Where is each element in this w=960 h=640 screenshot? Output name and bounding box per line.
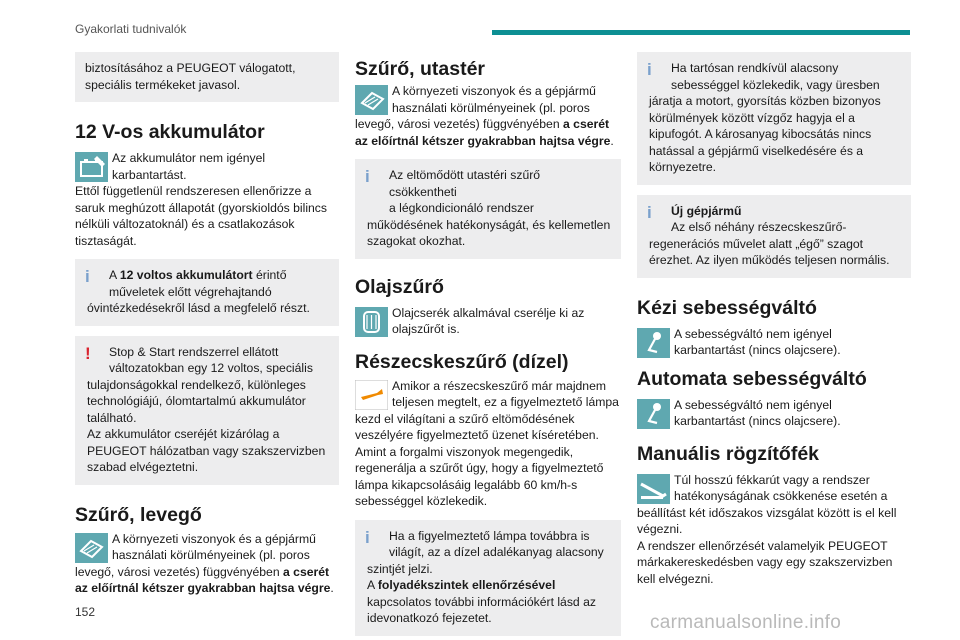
dpf-info-more: A folyadékszintek ellenőrzésével kapcsolatos további információkért lásd az idevonatkozó fejezetet. (367, 578, 596, 625)
dpf-body: kezd el világítani a szűrő eltömődésének veszélyére figyelmeztető üzenet kíséretében. Amint a forgalmi viszonyok megengedik, regenerálja a szűrőt úgy, hogy a figyelmeztető lámpa kikapcsolásáig legalább 60 km/h-s sebességgel közlekedik. (355, 411, 604, 508)
warning-icon: ! (85, 343, 91, 363)
dpf-line2: teljesen megtelt, ez a figyelmeztető lámpa (392, 395, 619, 409)
dpf-title: Részecskeszűrő (dízel) (355, 350, 569, 373)
header-accent-bar (492, 30, 910, 35)
exhaust-rest: járatja a motort, gyorsítás közben bizonyos körülmények között vízgőz hagyja el a kipufogót. A károsanyag kibocsátás nincs hatással a gépjármű viselkedésére és a környezetre. (649, 94, 881, 174)
battery-title: 12 V-os akkumulátor (75, 121, 265, 143)
auto-gearbox-line2: karbantartást (nincs olajcsere). (674, 414, 841, 428)
intro-note-text: biztosításához a PEUGEOT válogatott, speciális termékeket javasol. (85, 61, 296, 92)
battery-line1: Az akkumulátor nem igényel (112, 151, 266, 165)
column-3 (637, 52, 911, 587)
intro-note-box (75, 52, 339, 102)
battery-info-box (75, 259, 339, 326)
warn-rest: tulajdonságokkal rendelkező, különleges technológiájú, ólomtartalmú akkumulátor található. (87, 377, 306, 425)
parking-brake-body: beállítást két időszakos vizsgálat között is el kell végezni. (637, 505, 897, 536)
air-filter-line1: A környezeti viszonyok és a gépjármű (112, 531, 316, 546)
cabin-filter-icon (355, 85, 388, 115)
air-filter-section (75, 503, 339, 597)
cabin-info-box (355, 159, 621, 259)
air-filter-line2: használati körülményeinek (pl. poros (112, 548, 310, 562)
manual-gearbox-line1: A sebességváltó nem igényel (674, 326, 832, 341)
info-icon: i (647, 60, 652, 79)
cabin-info-line1: Az eltömődött utastéri szűrő csökkentheti (389, 168, 541, 199)
info-text-post: érintő (252, 268, 287, 282)
info-icon: i (85, 267, 90, 286)
info-text-pre: A (109, 268, 120, 282)
cabin-line2: használati körülményeinek (pl. poros (392, 100, 590, 115)
dpf-info-line2: világít, az a dízel adalékanyag alacsony (389, 545, 604, 559)
oil-line2: olajszűrőt is. (392, 322, 460, 336)
new-vehicle-info-box (637, 195, 911, 278)
page-number: 152 (75, 605, 96, 619)
air-filter-icon (75, 533, 108, 563)
cabin-filter-section (355, 57, 621, 259)
info-line2: műveletek előtt végrehajtandó (109, 284, 272, 299)
auto-gearbox-title: Automata sebességváltó (637, 367, 867, 390)
gear-lever-icon (637, 399, 670, 429)
battery-body: Ettől függetlenül rendszeresen ellenőrizze a saruk meghúzott állapotát (gyorskioldós bilincs nélküli változatoknál) és a csatlakozások tisztaságát. (75, 184, 327, 248)
battery-icon (75, 152, 108, 182)
battery-section (75, 120, 339, 485)
air-filter-body: levegő, városi vezetés) függvényében a cserét az előírtnál kétszer gyakrabban hajtsa végre. (75, 564, 334, 595)
new-vehicle-line1: Az első néhány részecskeszűrő- (671, 220, 847, 234)
warn-rest2: Az akkumulátor cseréjét kizárólag a PEUGEOT hálózatban vagy szakszervizben szabad elvégeztetni. (87, 427, 326, 474)
watermark: carmanualsonline.info (650, 612, 842, 633)
dpf-section (355, 350, 621, 636)
manual-gearbox-section (637, 296, 911, 359)
parking-brake-section (637, 442, 911, 588)
oil-filter-section (355, 275, 621, 338)
cabin-body: levegő, városi vezetés) függvényében a cserét az előírtnál kétszer gyakrabban hajtsa végre. (355, 117, 614, 148)
exhaust-line1: Ha tartósan rendkívül alacsony (671, 61, 839, 75)
cabin-info-line2: a légkondicionáló rendszer (389, 201, 534, 215)
column-1 (75, 52, 339, 597)
oil-line1: Olajcserék alkalmával cserélje ki az (392, 305, 585, 320)
gear-lever-icon (637, 328, 670, 358)
cabin-filter-title: Szűrő, utastér (355, 58, 486, 80)
parking-brake-title: Manuális rögzítőfék (637, 442, 820, 465)
dpf-info-box (355, 520, 621, 636)
handbrake-icon (637, 474, 670, 504)
cabin-info-rest: működésének hatékonyságát, és kellemetlen szagokat okozhat. (367, 217, 611, 248)
parking-brake-line2: hatékonyságának csökkenése esetén a (674, 489, 888, 503)
auto-gearbox-section (637, 367, 911, 430)
auto-gearbox-line1: A sebességváltó nem igényel (674, 397, 832, 412)
manual-gearbox-line2: karbantartást (nincs olajcsere). (674, 343, 841, 357)
wrench-icon (355, 380, 388, 410)
exhaust-info-box (637, 52, 911, 185)
info-icon: i (647, 202, 652, 222)
battery-warning-box (75, 336, 339, 485)
exhaust-line2: sebességgel közlekedik, vagy üresben (671, 77, 880, 92)
info-rest: óvintézkedésekről lásd a megfelelő részt. (87, 301, 310, 315)
dpf-line1: Amikor a részecskeszűrő már majdnem (392, 378, 607, 393)
dpf-info-rest: szintjét jelzi. (367, 561, 433, 576)
warn-line1: Stop & Start rendszerrel ellátott (109, 344, 279, 359)
column-2 (355, 52, 621, 636)
parking-brake-body2: A rendszer ellenőrzését valamelyik PEUGEOT márkakereskedésben vagy egy szakszervizben kell elvégezni. (637, 538, 893, 586)
dpf-info-line1: Ha a figyelmeztető lámpa továbbra is (389, 528, 590, 543)
warn-line2: változatokban egy 12 voltos, speciális (109, 361, 313, 375)
info-icon: i (365, 527, 370, 547)
info-text-bold: 12 voltos akkumulátort (119, 268, 253, 282)
oil-filter-title: Olajszűrő (355, 275, 444, 298)
manual-gearbox-title: Kézi sebességváltó (637, 296, 817, 319)
new-vehicle-title: Új gépjármű (671, 203, 742, 218)
new-vehicle-rest: regenerációs művelet alatt „égő” szagot érezhet. Az ilyen működés teljesen normális. (649, 236, 890, 267)
page-header-title: Gyakorlati tudnivalók (75, 22, 187, 36)
battery-line2: karbantartást. (112, 167, 187, 182)
oil-filter-icon (355, 307, 388, 337)
cabin-line1: A környezeti viszonyok és a gépjármű (392, 84, 596, 98)
parking-brake-line1: Túl hosszú fékkarút vagy a rendszer (674, 472, 870, 487)
air-filter-title: Szűrő, levegő (75, 503, 202, 526)
info-icon: i (365, 167, 370, 186)
